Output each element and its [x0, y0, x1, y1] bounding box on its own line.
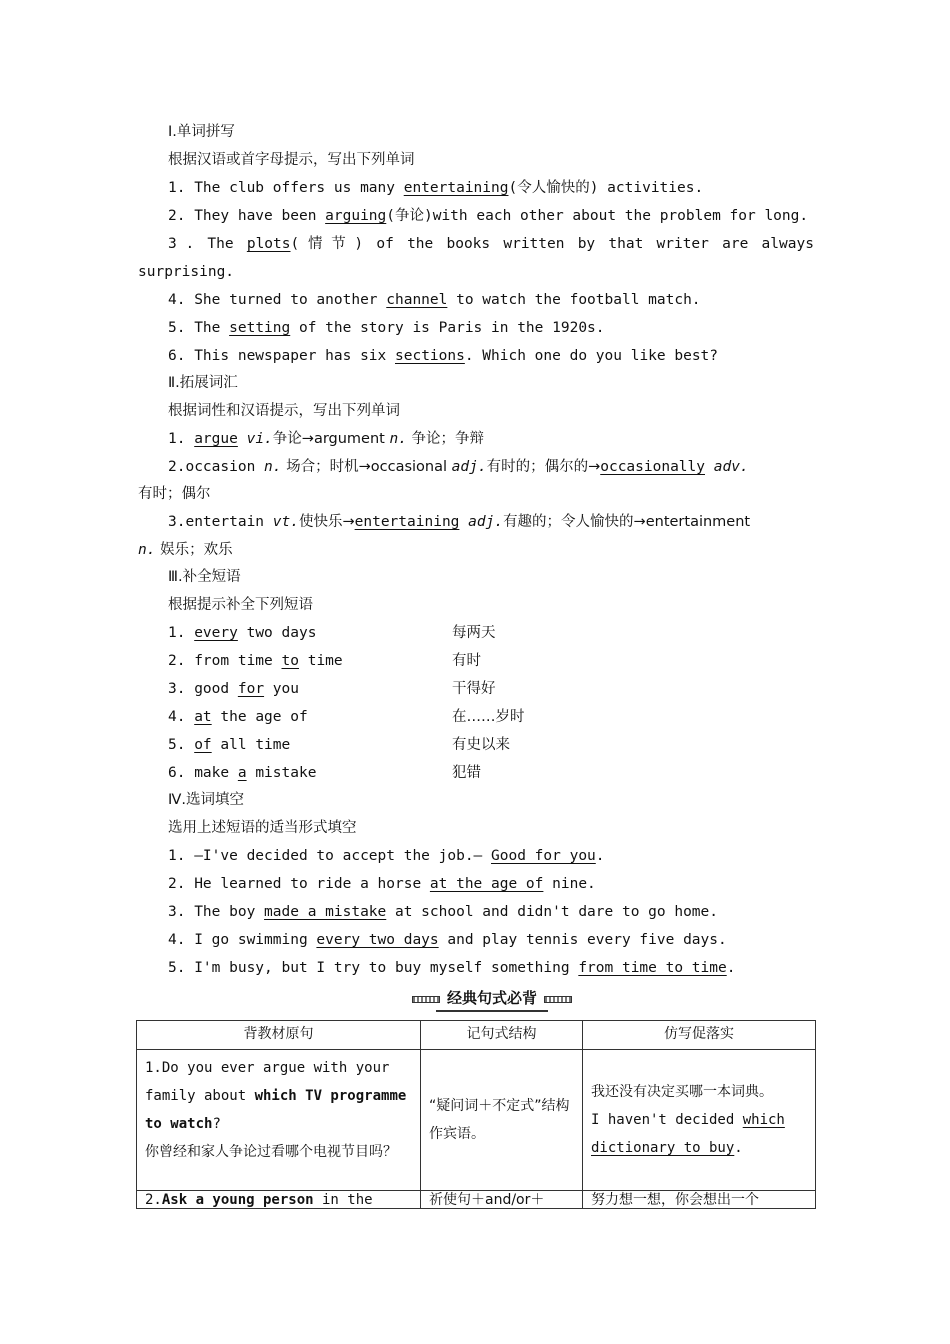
section1-heading: Ⅰ.单词拼写: [168, 124, 235, 140]
banner-title: 经典句式必背: [436, 986, 548, 1012]
section2-heading: Ⅱ.拓展词汇: [168, 375, 238, 391]
fill-item: 3. The boy made a mistake at school and didn't dare to go home.: [168, 904, 718, 920]
table-header: 记句式结构: [421, 1021, 583, 1050]
fill-item: 4. I go swimming every two days and play tennis every five days.: [168, 932, 727, 948]
answer-blank: plots: [246, 236, 291, 252]
phrase-meaning: 在……岁时: [452, 709, 525, 725]
table-header-row: [137, 1021, 816, 1050]
answer-blank: entertaining: [403, 180, 509, 196]
section2-item-2: 2.occasion n. 场合；时机→occasional adj.有时的；偶尔的→occasionally adv.: [168, 459, 749, 475]
answer-blank: to: [281, 653, 299, 669]
fill-item: 1. —I've decided to accept the job.— Good for you.: [168, 848, 605, 864]
section2-item-1: 1. argue vi.争论→argument n. 争论；争辩: [168, 431, 485, 447]
section1-item-5: 5. The setting of the story is Paris in the 1920s.: [168, 320, 605, 336]
section2-item-3-cont: n. 娱乐；欢乐: [138, 542, 233, 558]
table-cell-original: 1.Do you ever argue with your family about which TV programme to watch? 你曾经和家人争论过看哪个电视节目吗？: [137, 1050, 421, 1191]
answer-blank: which dictionary to buy: [591, 1112, 785, 1156]
answer-blank: made a mistake: [264, 904, 387, 920]
section1-item-3-cont: surprising.: [138, 264, 235, 280]
banner-decoration: [544, 996, 572, 1003]
answer-blank: Good for you: [491, 848, 596, 864]
table-cell-structure: “疑问词＋不定式”结构作宾语。: [421, 1050, 583, 1191]
table-row: [137, 1050, 816, 1191]
section2-item-3: 3.entertain vt.使快乐→entertaining adj.有趣的；令人愉快的→entertainment: [168, 514, 751, 530]
table-cell-structure: 祈使句＋and/or＋: [421, 1191, 583, 1209]
fill-item: 5. I'm busy, but I try to buy myself something from time to time.: [168, 960, 736, 976]
answer-blank: every two days: [316, 932, 439, 948]
table-cell-original: 2.Ask a young person in the: [137, 1191, 421, 1209]
answer-blank: of: [194, 737, 212, 753]
phrase-row: 4. at the age of: [168, 709, 308, 725]
answer-blank: argue: [194, 431, 238, 447]
section3-heading: Ⅲ.补全短语: [168, 569, 241, 585]
phrase-row: 6. make a mistake: [168, 765, 317, 781]
phrase-meaning: 有史以来: [452, 737, 510, 753]
section2-item-2-cont: 有时；偶尔: [138, 486, 211, 502]
phrase-meaning: 每两天: [452, 625, 496, 641]
section-banner: [412, 986, 572, 1010]
section1-instruction: 根据汉语或首字母提示，写出下列单词: [168, 152, 415, 168]
section1-item-3: 3 . The plots( 情 节 ) of the books written by that writer are always: [168, 236, 814, 252]
answer-blank: at: [194, 709, 212, 725]
section4-heading: Ⅳ.选词填空: [168, 792, 244, 808]
answer-blank: from time to time: [578, 960, 727, 976]
answer-blank: a: [237, 765, 247, 781]
answer-blank: occasionally: [600, 459, 705, 475]
table-header: 仿写促落实: [583, 1021, 816, 1050]
fill-item: 2. He learned to ride a horse at the age of nine.: [168, 876, 596, 892]
table-header: 背教材原句: [137, 1021, 421, 1050]
answer-blank: for: [237, 681, 265, 697]
section1-item-2: 2. They have been arguing(争论)with each other about the problem for long.: [168, 208, 809, 224]
table-row: [137, 1191, 816, 1209]
section1-item-4: 4. She turned to another channel to watch the football match.: [168, 292, 701, 308]
phrase-meaning: 有时: [452, 653, 481, 669]
phrase-meaning: 犯错: [452, 765, 481, 781]
section3-instruction: 根据提示补全下列短语: [168, 597, 313, 613]
section4-instruction: 选用上述短语的适当形式填空: [168, 820, 357, 836]
answer-blank: sections: [395, 348, 465, 364]
sentence-pattern-table: [136, 1020, 816, 1209]
answer-blank: channel: [386, 292, 448, 308]
table-cell-practice: 努力想一想，你会想出一个: [583, 1191, 816, 1209]
table-cell-practice: 我还没有决定买哪一本词典。 I haven't decided which dictionary to buy.: [583, 1050, 816, 1191]
section1-item-1: 1. The club offers us many entertaining(令人愉快的) activities.: [168, 180, 704, 196]
phrase-meaning: 干得好: [452, 681, 496, 697]
answer-blank: arguing: [325, 208, 387, 224]
answer-blank: entertaining: [354, 514, 460, 530]
phrase-row: 3. good for you: [168, 681, 299, 697]
section2-instruction: 根据词性和汉语提示，写出下列单词: [168, 403, 400, 419]
answer-blank: every: [194, 625, 238, 641]
phrase-row: 1. every two days: [168, 625, 317, 641]
section1-item-6: 6. This newspaper has six sections. Which one do you like best?: [168, 348, 719, 364]
phrase-row: 2. from time to time: [168, 653, 343, 669]
answer-blank: setting: [229, 320, 291, 336]
phrase-row: 5. of all time: [168, 737, 291, 753]
answer-blank: at the age of: [429, 876, 544, 892]
